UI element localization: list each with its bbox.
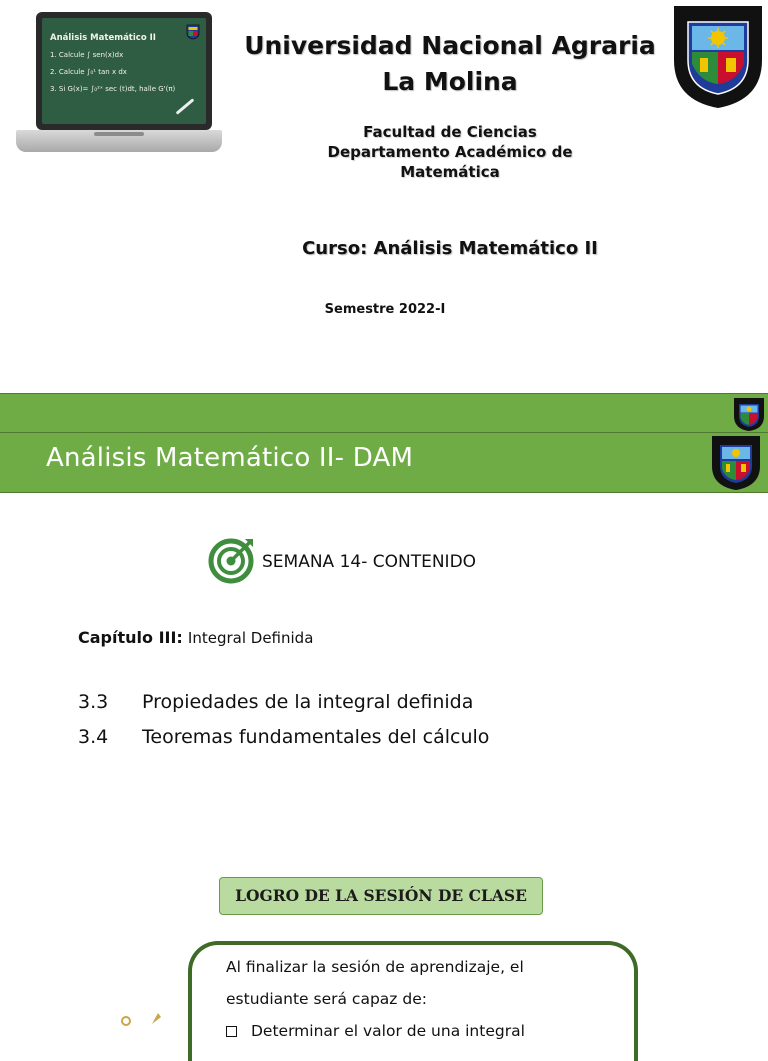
objective-line1: Al finalizar la sesión de aprendizaje, el [226,958,524,976]
laptop-screen [36,12,212,130]
slide-banner [0,433,768,493]
faculty-line2: Departamento Académico de [327,143,573,161]
content-slide [0,433,768,1040]
chapter-text: Integral Definida [187,629,314,647]
university-crest-small-icon [732,396,766,432]
title-slide [0,0,768,392]
chalkboard [42,18,206,124]
topic-text: Propiedades de la integral definida [142,691,474,713]
slide2-strip [0,393,768,433]
semester-label: Semestre 2022-I [324,302,446,317]
list-item [78,720,489,755]
board-title: Análisis Matemático II [50,33,156,43]
board-item: 3. Si G(x)= ∫₀²ˣ sec (t)dt, halle G'(π) [50,84,176,93]
topic-list [78,685,489,755]
university-crest-banner-icon [710,434,762,492]
university-crest-icon [670,2,766,110]
objective-line2: estudiante será capaz de: [226,990,427,1008]
board-item: 1. Calcule ∫ sen(x)dx [50,51,124,60]
decorative-figure-icon [108,1011,168,1025]
chapter-heading [78,628,313,647]
topic-number: 3.3 [78,691,109,713]
banner-title: Análisis Matemático II- DAM [46,443,414,473]
faculty-block [270,122,630,182]
week-title: SEMANA 14- CONTENIDO [262,552,477,572]
objective-bullet-text: Determinar el valor de una integral [251,1022,525,1040]
crest-mini-icon [186,24,200,40]
objective-box [188,941,638,1061]
chalk-icon [176,98,195,114]
objective-bullet [226,1015,634,1047]
laptop-illustration [16,12,222,160]
checkbox-bullet-icon [226,1026,237,1037]
target-icon [207,535,257,585]
logro-title-box: LOGRO DE LA SESIÓN DE CLASE [219,877,543,915]
university-line1: Universidad Nacional Agraria [244,31,656,60]
chapter-label: Capítulo III: [78,628,183,647]
topic-text: Teoremas fundamentales del cálculo [142,726,490,748]
topic-number: 3.4 [78,726,109,748]
university-line2: La Molina [382,67,518,96]
course-title: Curso: Análisis Matemático II [302,238,598,259]
laptop-base [16,130,222,152]
board-item: 2. Calcule ∫₀¹ tan x dx [50,68,127,77]
university-title [230,28,670,100]
list-item [78,685,489,720]
faculty-line1: Facultad de Ciencias [363,123,537,141]
faculty-line3: Matemática [400,163,500,181]
